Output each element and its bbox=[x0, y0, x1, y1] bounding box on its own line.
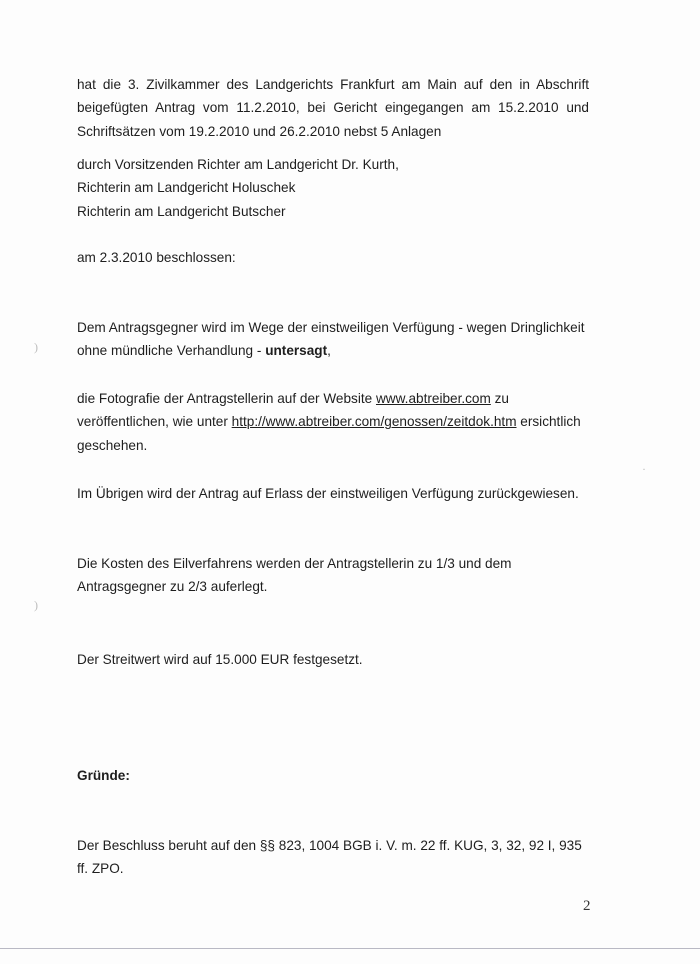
untersagt-bold: untersagt bbox=[265, 343, 328, 359]
reasons-line-1: Der Beschluss beruht auf den §§ 823, 1004 BGB i. V. m. 22 ff. KUG, 3, 32, 92 I, 935 bbox=[77, 838, 582, 853]
photo-line-1: die Fotografie der Antragstellerin auf der Website www.abtreiber.com zu bbox=[77, 391, 509, 406]
presiding-judge: durch Vorsitzenden Richter am Landgericht Dr. Kurth, bbox=[77, 157, 399, 172]
photo-line-3: geschehen. bbox=[77, 437, 148, 453]
photo-paragraph bbox=[77, 387, 589, 457]
scan-edge-line bbox=[0, 948, 700, 949]
judge-holuschek: Richterin am Landgericht Holuschek bbox=[77, 180, 296, 196]
intro-line-1: hat die 3. Zivilkammer des Landgerichts Frankfurt am Main auf den in Abschrift bbox=[77, 77, 589, 92]
reasons-line-2: ff. ZPO. bbox=[77, 861, 124, 877]
reasons-heading: Gründe: bbox=[77, 768, 130, 783]
intro-line-2: beigefügten Antrag vom 11.2.2010, bei Gericht eingegangen am 15.2.2010 und bbox=[77, 100, 589, 116]
judges-block bbox=[77, 153, 589, 223]
judge-butscher: Richterin am Landgericht Butscher bbox=[77, 203, 286, 219]
scan-margin-mark: ) bbox=[34, 340, 38, 354]
value-paragraph: Der Streitwert wird auf 15.000 EUR festgesetzt. bbox=[77, 652, 363, 667]
costs-paragraph bbox=[77, 552, 589, 599]
photo-line-2: veröffentlichen, wie unter http://www.abtreiber.com/genossen/zeitdok.htm ersichtlich bbox=[77, 414, 581, 430]
intro-paragraph bbox=[77, 73, 589, 143]
scan-speck: · bbox=[642, 462, 646, 476]
injunction-paragraph bbox=[77, 316, 589, 363]
costs-line-2: Antragsgegner zu 2/3 auferlegt. bbox=[77, 579, 268, 595]
scan-margin-mark: ) bbox=[34, 598, 38, 612]
decision-date: am 2.3.2010 beschlossen: bbox=[77, 250, 236, 265]
page-number: 2 bbox=[583, 898, 591, 914]
website-link[interactable]: www.abtreiber.com bbox=[375, 391, 491, 406]
costs-line-1: Die Kosten des Eilverfahrens werden der Antragstellerin zu 1/3 und dem bbox=[77, 556, 512, 571]
zeitdok-link[interactable]: http://www.abtreiber.com/genossen/zeitdok.htm bbox=[231, 414, 517, 430]
reasons-paragraph bbox=[77, 834, 589, 881]
intro-line-3: Schriftsätzen vom 19.2.2010 und 26.2.2010 nebst 5 Anlagen bbox=[77, 123, 442, 139]
rejection-paragraph: Im Übrigen wird der Antrag auf Erlass der einstweiligen Verfügung zurückgewiesen. bbox=[77, 486, 579, 501]
injunction-line-2: ohne mündliche Verhandlung - untersagt, bbox=[77, 343, 331, 359]
injunction-line-1: Dem Antragsgegner wird im Wege der einstweiligen Verfügung - wegen Dringlichkeit bbox=[77, 320, 585, 335]
